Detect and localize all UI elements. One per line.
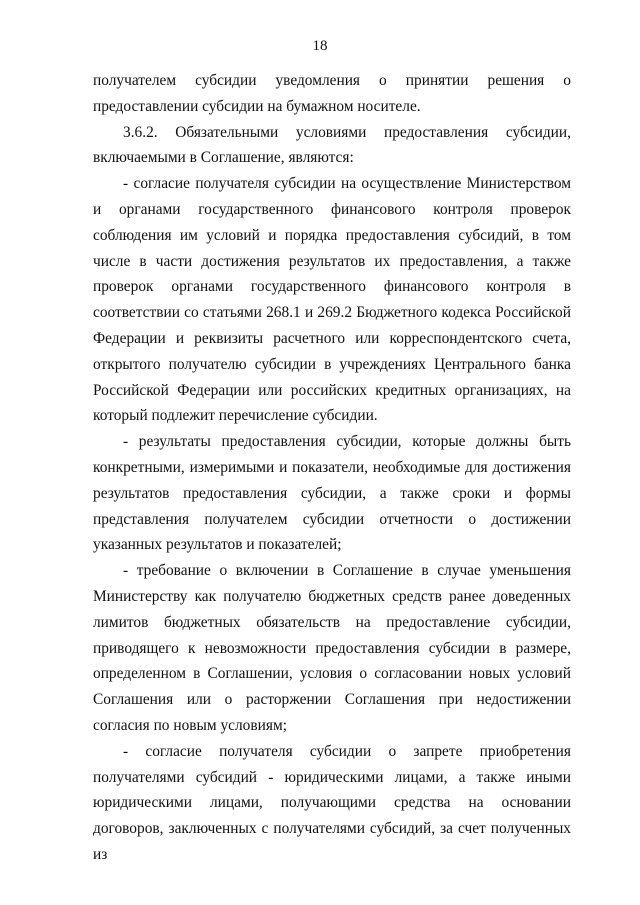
paragraph: 3.6.2. Обязательными условиями предоставления субсидии, включаемыми в Соглашение, являются: [93, 123, 571, 167]
paragraph: - согласие получателя субсидии о запрете приобретения получателями субсидий - юридическими лицами, а также иными юридическими лицами, получающими средства на основании договоров, заключенных с получателями субсидий, за счет полученных из [93, 742, 571, 863]
page-number: 18 [312, 38, 328, 54]
paragraph: - согласие получателя субсидии на осуществление Министерством и органами государственного финансового контроля проверок соблюдения им условий и порядка предоставления субсидий, в том числе в части достижения результатов их предоставления, а также проверок органами государственного финансового контроля в соответствии со статьями 268.1 и 269.2 Бюджетного кодекса Российской Федерации и реквизиты расчетного или корреспондентского счета, открытого получателю субсидии в учреждениях Центрального банка Российской Федерации или российских кредитных организациях, на который подлежит перечисление субсидии. [93, 175, 571, 425]
paragraph: - требование о включении в Соглашение в случае уменьшения Министерству как получателю бюджетных средств ранее доведенных лимитов бюджетных обязательств на предоставление субсидии, приводящего к невозможности предоставления субсидии в размере, определенном в Соглашении, условия о согласовании новых условий Соглашения или о расторжении Соглашения при недостижении согласия по новым условиям; [93, 562, 571, 734]
paragraph: получателем субсидии уведомления о принятии решения о предоставлении субсидии на бумажном носителе. [93, 72, 571, 115]
document-body [93, 68, 571, 868]
paragraph: - результаты предоставления субсидии, которые должны быть конкретными, измеримыми и показатели, необходимые для достижения результатов предоставления субсидии, а также сроки и формы представления получателем субсидии отчетности о достижении указанных результатов и показателей; [93, 433, 571, 554]
